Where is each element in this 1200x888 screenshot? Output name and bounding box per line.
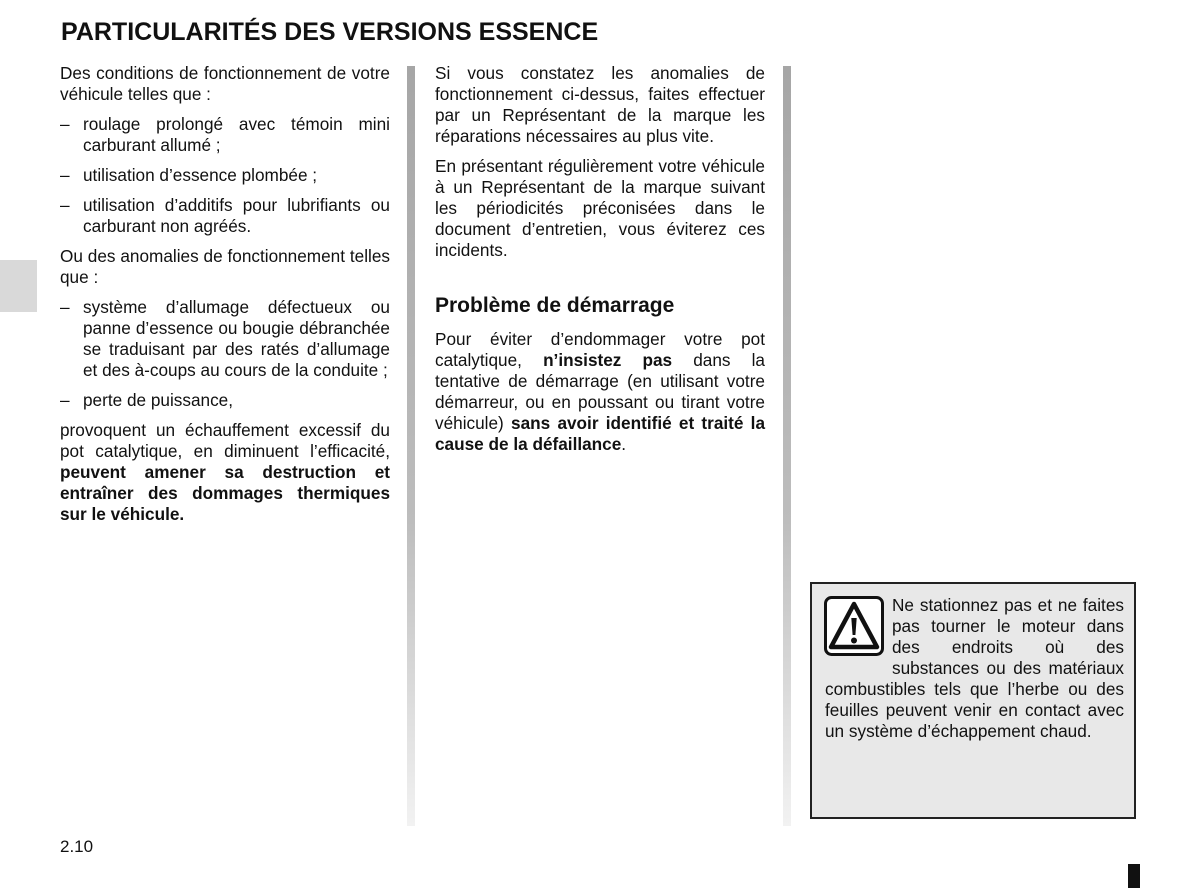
- list-item: [60, 297, 390, 381]
- dash-bullet: –: [60, 114, 70, 134]
- column-divider: [783, 66, 791, 826]
- intro-paragraph: Des conditions de fonctionnement de votre véhicule telles que :: [60, 63, 390, 104]
- dash-bullet: –: [60, 165, 70, 185]
- conclusion-bold-text: peuvent amener sa destruction et entraîner des dommages thermiques sur le véhicule.: [60, 462, 390, 524]
- starting-paragraph: [435, 329, 765, 455]
- starting-text: dans la tentative de démarrage (en utilisant votre démarreur, ou en poussant ou tirant votre véhicule): [435, 350, 765, 433]
- conclusion-paragraph: [60, 420, 390, 525]
- page-number: 2.10: [60, 837, 94, 856]
- dash-bullet: –: [60, 195, 70, 215]
- list-item: [60, 114, 390, 156]
- list-item-text: système d’allumage défectueux ou panne d’essence ou bougie débranchée se traduisant par des ratés d’allumage et des à-coups au cours de la conduite ;: [83, 297, 390, 380]
- warning-text: Ne stationnez pas et ne faites pas tourner le moteur dans des endroits où des substances ou des matériaux combustibles tels que l’herbe ou des feuilles peuvent venir en contact avec un système d’échappement chaud.: [825, 595, 1124, 741]
- warning-box: [810, 582, 1136, 819]
- starting-bold-text: n’insistez pas: [543, 350, 673, 370]
- left-column: [60, 63, 390, 525]
- maintenance-paragraph: En présentant régulièrement votre véhicule à un Représentant de la marque suivant les périodicités préconisées dans le document d’entretien, vous éviterez ces incidents.: [435, 156, 765, 260]
- list-item-text: utilisation d’additifs pour lubrifiants ou carburant non agréés.: [83, 195, 390, 236]
- conclusion-text: provoquent un échauffement excessif du pot catalytique, en diminuent l’efficacité,: [60, 420, 390, 461]
- starting-bold-text: sans avoir identifié et traité la cause de la défaillance: [435, 413, 766, 454]
- list-item-text: roulage prolongé avec témoin mini carburant allumé ;: [83, 114, 390, 155]
- repair-paragraph: Si vous constatez les anomalies de fonctionnement ci-dessus, faites effectuer par un Représentant de la marque les réparations nécessaires au plus vite.: [435, 63, 765, 146]
- starting-text: .: [621, 434, 627, 454]
- section-tab: [0, 260, 37, 312]
- starting-text: Pour éviter d’endommager votre pot catalytique,: [435, 329, 765, 370]
- anomalies-paragraph: Ou des anomalies de fonctionnement telles que :: [60, 246, 390, 287]
- page-title: PARTICULARITÉS DES VERSIONS ESSENCE: [61, 18, 599, 46]
- warning-triangle-icon: [824, 596, 884, 656]
- corner-marker: [1128, 864, 1140, 888]
- column-divider: [407, 66, 415, 826]
- dash-bullet: –: [60, 390, 70, 410]
- dash-bullet: –: [60, 297, 70, 317]
- list-item-text: utilisation d’essence plombée ;: [83, 165, 318, 185]
- list-item-text: perte de puissance,: [83, 390, 234, 410]
- list-item: [60, 165, 390, 186]
- list-item: [60, 390, 390, 411]
- list-item: [60, 195, 390, 237]
- section-heading: Problème de démarrage: [435, 294, 675, 317]
- middle-column: [435, 63, 765, 455]
